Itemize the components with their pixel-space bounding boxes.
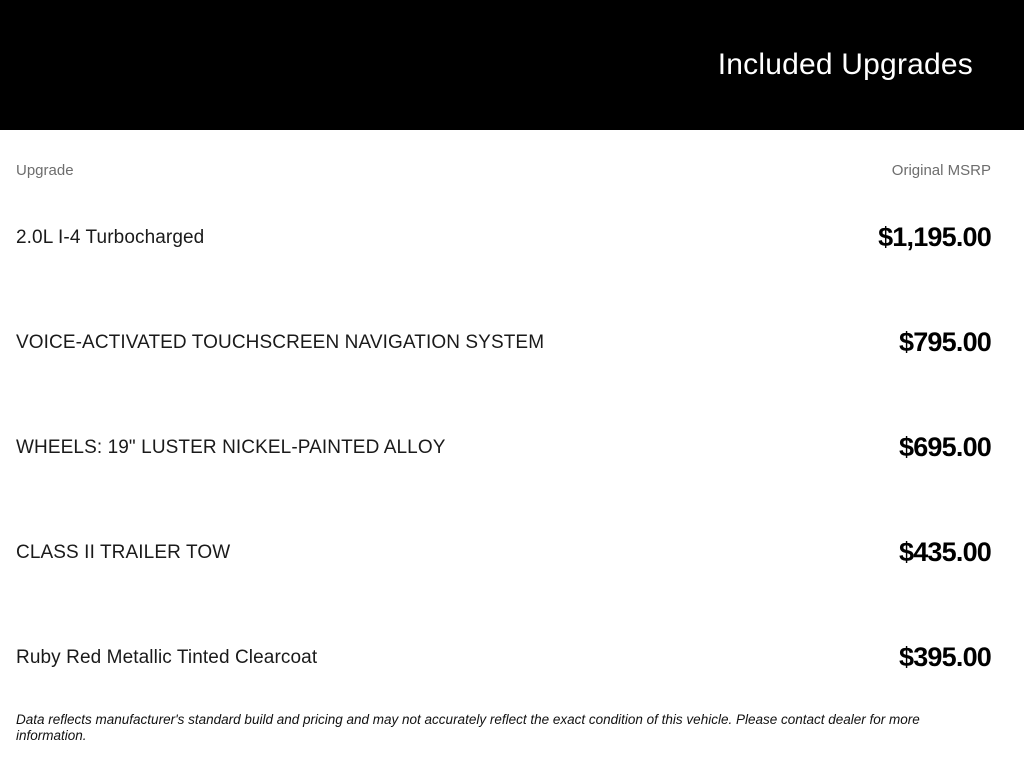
column-header-original-msrp: Original MSRP [891,162,991,179]
upgrades-table [0,130,1024,743]
disclaimer-text: Data reflects manufacturer's standard build and pricing and may not accurately reflect the exact condition of this vehicle. Please contact dealer for more information. [16,712,920,743]
upgrade-msrp: $395.00 [899,642,991,672]
upgrade-name: WHEELS: 19" LUSTER NICKEL-PAINTED ALLOY [16,436,446,458]
upgrade-name: 2.0L I-4 Turbocharged [16,226,205,248]
upgrade-msrp: $435.00 [899,537,991,567]
table-row [16,395,991,500]
upgrade-msrp: $1,195.00 [878,222,991,252]
table-row [16,605,991,710]
upgrade-name: Ruby Red Metallic Tinted Clearcoat [16,646,318,668]
panel-header [0,0,1024,130]
upgrade-msrp: $695.00 [899,432,991,462]
upgrade-name: CLASS II TRAILER TOW [16,541,231,563]
table-row [16,290,991,395]
column-header-upgrade: Upgrade [16,162,74,179]
table-row [16,185,991,290]
upgrade-name: VOICE-ACTIVATED TOUCHSCREEN NAVIGATION SYSTEM [16,331,545,353]
table-row [16,500,991,605]
table-column-headers [16,130,991,185]
upgrade-msrp: $795.00 [899,327,991,357]
page-title: Included Upgrades [717,48,973,81]
